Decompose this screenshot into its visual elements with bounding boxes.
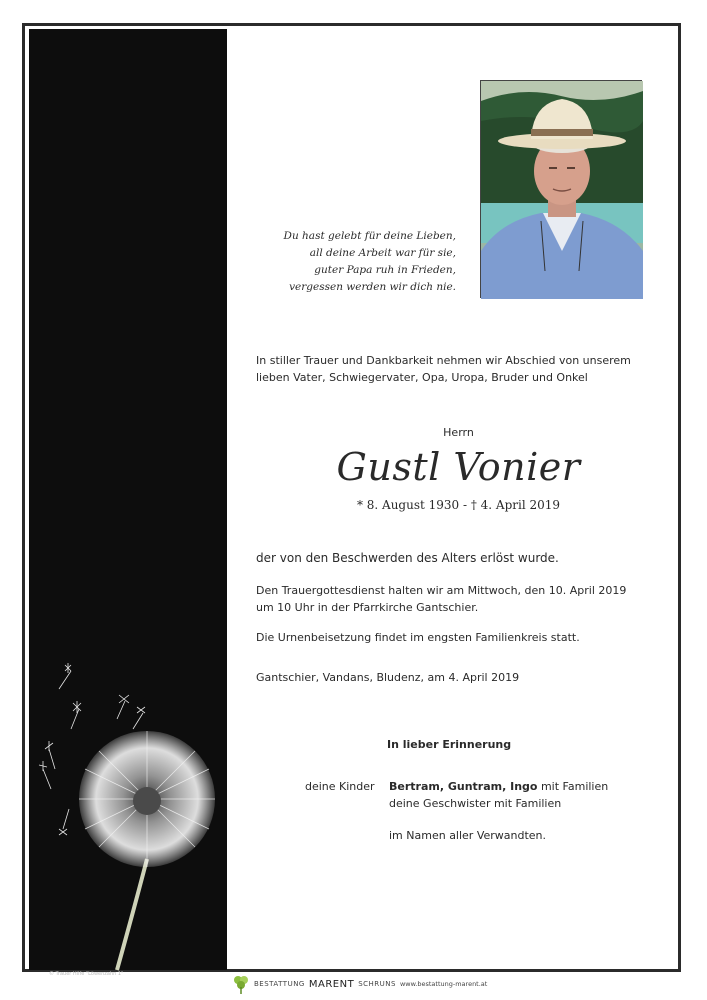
children-label: deine Kinder: [305, 780, 375, 793]
footer-brand: MARENT: [308, 978, 355, 990]
poem-line: all deine Arbeit war für sie,: [309, 247, 456, 259]
clover-logo-icon: [232, 974, 250, 994]
siblings-line: deine Geschwister mit Familien: [389, 797, 562, 810]
place-date: Gantschier, Vandans, Bludenz, am 4. April 2019: [256, 671, 520, 684]
footer-bestattung: BESTATTUNG: [254, 980, 305, 988]
intro-text: [256, 352, 631, 386]
image-credit: © Trauer Hilfe "Löwenzahn 1": [49, 971, 124, 977]
poem-line: Du hast gelebt für deine Lieben,: [283, 230, 456, 242]
dandelion-side-panel: [29, 29, 227, 977]
poem-line: vergessen werden wir dich nie.: [289, 281, 456, 293]
life-dates: * 8. August 1930 - † 4. April 2019: [356, 498, 561, 512]
service-line-2: um 10 Uhr in der Pfarrkirche Gantschier.: [256, 601, 479, 614]
urn-burial-text: Die Urnenbeisetzung findet im engsten Familienkreis statt.: [256, 631, 580, 644]
funeral-service-text: [256, 582, 626, 616]
footer-town: SCHRUNS: [358, 980, 396, 988]
service-line-1: Den Trauergottesdienst halten wir am Mittwoch, den 10. April 2019: [256, 584, 627, 597]
memory-heading: In lieber Erinnerung: [387, 738, 512, 751]
salutation: Herrn: [443, 426, 474, 439]
children-names-line: [389, 778, 608, 795]
children-suffix: mit Familien: [537, 780, 609, 793]
children-names: Bertram, Guntram, Ingo: [389, 780, 538, 793]
poem-line: guter Papa ruh in Frieden,: [314, 264, 456, 276]
footer-url[interactable]: www.bestattung-marent.at: [399, 980, 488, 988]
relatives-line: im Namen aller Verwandten.: [389, 829, 547, 842]
memorial-poem: [256, 228, 456, 296]
released-text: der von den Beschwerden des Alters erlöst wurde.: [256, 551, 559, 565]
dandelion-illustration: [29, 29, 227, 970]
footer: [232, 973, 487, 995]
intro-line-1: In stiller Trauer und Dankbarkeit nehmen wir Abschied von unserem: [256, 354, 631, 367]
deceased-name: Gustl Vonier: [336, 445, 581, 489]
portrait-photo: [480, 80, 642, 298]
intro-line-2: lieben Vater, Schwiegervater, Opa, Uropa, Bruder und Onkel: [256, 371, 588, 384]
